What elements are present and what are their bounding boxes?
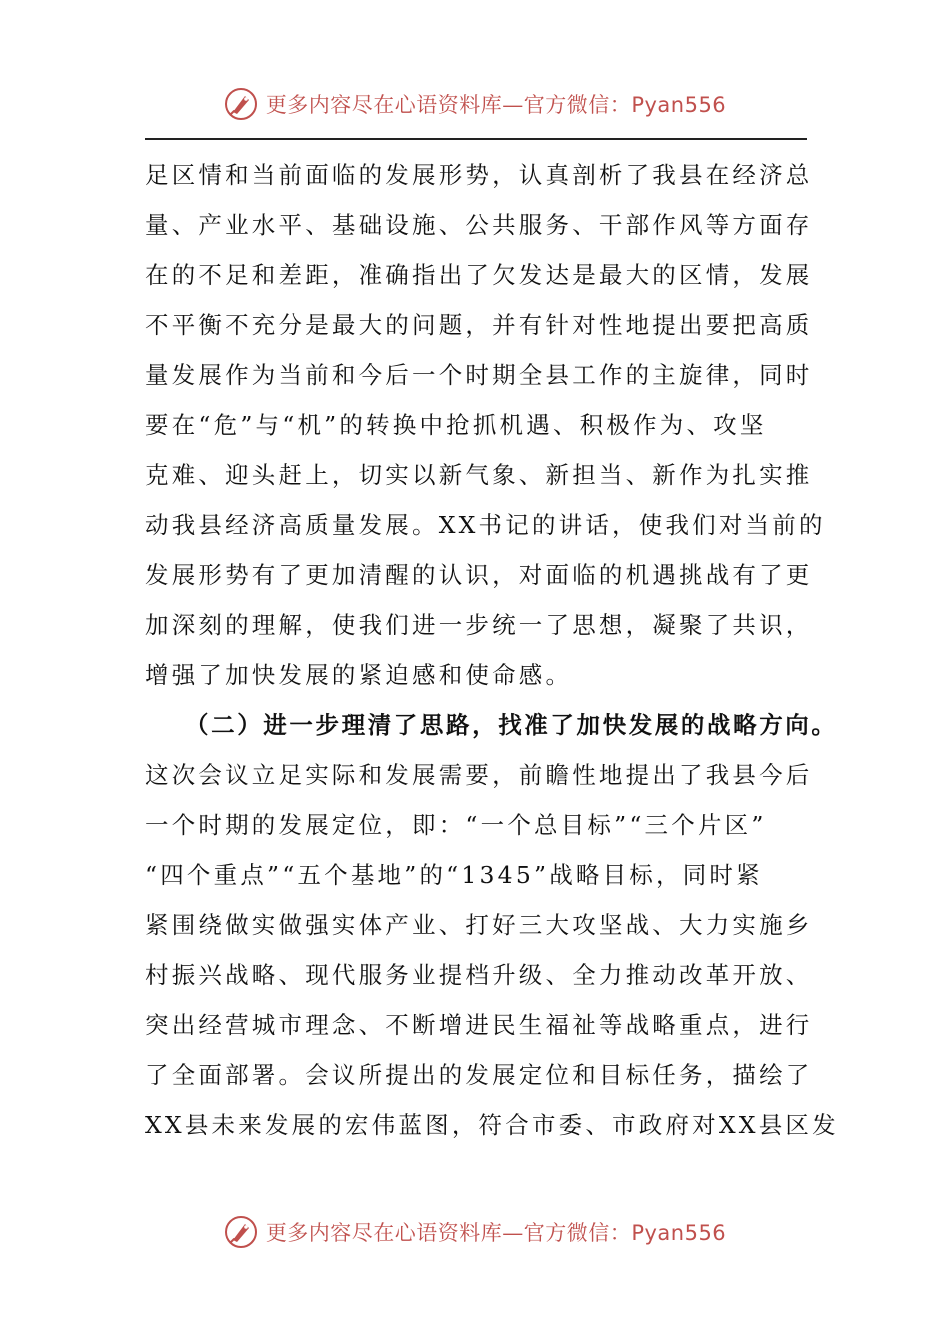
paragraph-line: 在的不足和差距，准确指出了欠发达是最大的区情，发展 [145, 261, 813, 289]
header-divider [145, 138, 807, 140]
paragraph-line: 突出经营城市理念、不断增进民生福祉等战略重点，进行 [145, 1011, 813, 1039]
paragraph-line: 加深刻的理解，使我们进一步统一了思想，凝聚了共识， [145, 611, 813, 639]
paragraph-line: 紧围绕做实做强实体产业、打好三大攻坚战、大力实施乡 [145, 911, 813, 939]
header-banner [0, 84, 950, 124]
paragraph-line: 足区情和当前面临的发展形势，认真剖析了我县在经济总 [145, 161, 813, 189]
paragraph-line: “四个重点”“五个基地”的“1345”战略目标，同时紧 [145, 861, 763, 889]
paragraph-line: XX县未来发展的宏伟蓝图，符合市委、市政府对XX县区发 [145, 1111, 839, 1139]
footer-wechat-id: Pyan556 [631, 1221, 727, 1245]
paragraph-line: 了全面部署。会议所提出的发展定位和目标任务，描绘了 [145, 1061, 813, 1089]
paragraph-line: 这次会议立足实际和发展需要，前瞻性地提出了我县今后 [145, 761, 813, 789]
header-banner-text: 更多内容尽在心语资料库—官方微信：Pyan556 [265, 93, 727, 117]
pen-nib-logo-icon [224, 87, 258, 121]
paragraph-line: 一个时期的发展定位，即：“一个总目标”“三个片区” [145, 811, 767, 839]
pen-nib-logo-icon [224, 1215, 258, 1249]
section-heading: （二）进一步理清了思路，找准了加快发展的战略方向。 [185, 711, 838, 739]
paragraph-line: 克难、迎头赶上，切实以新气象、新担当、新作为扎实推 [145, 461, 813, 489]
paragraph-line: 动我县经济高质量发展。XX书记的讲话，使我们对当前的 [145, 511, 826, 539]
paragraph-line: 不平衡不充分是最大的问题，并有针对性地提出要把高质 [145, 311, 813, 339]
paragraph-line: 村振兴战略、现代服务业提档升级、全力推动改革开放、 [145, 961, 813, 989]
footer-banner-text: 更多内容尽在心语资料库—官方微信：Pyan556 [265, 1221, 727, 1245]
document-body [145, 150, 839, 1150]
paragraph-line: 量、产业水平、基础设施、公共服务、干部作风等方面存 [145, 211, 813, 239]
paragraph-line: 发展形势有了更加清醒的认识，对面临的机遇挑战有了更 [145, 561, 813, 589]
paragraph-line: 增强了加快发展的紧迫感和使命感。 [145, 661, 573, 689]
header-wechat-id: Pyan556 [631, 93, 727, 117]
footer-banner [0, 1212, 950, 1252]
paragraph-line: 要在“危”与“机”的转换中抢抓机遇、积极作为、攻坚 [145, 411, 767, 439]
paragraph-line: 量发展作为当前和今后一个时期全县工作的主旋律，同时 [145, 361, 813, 389]
